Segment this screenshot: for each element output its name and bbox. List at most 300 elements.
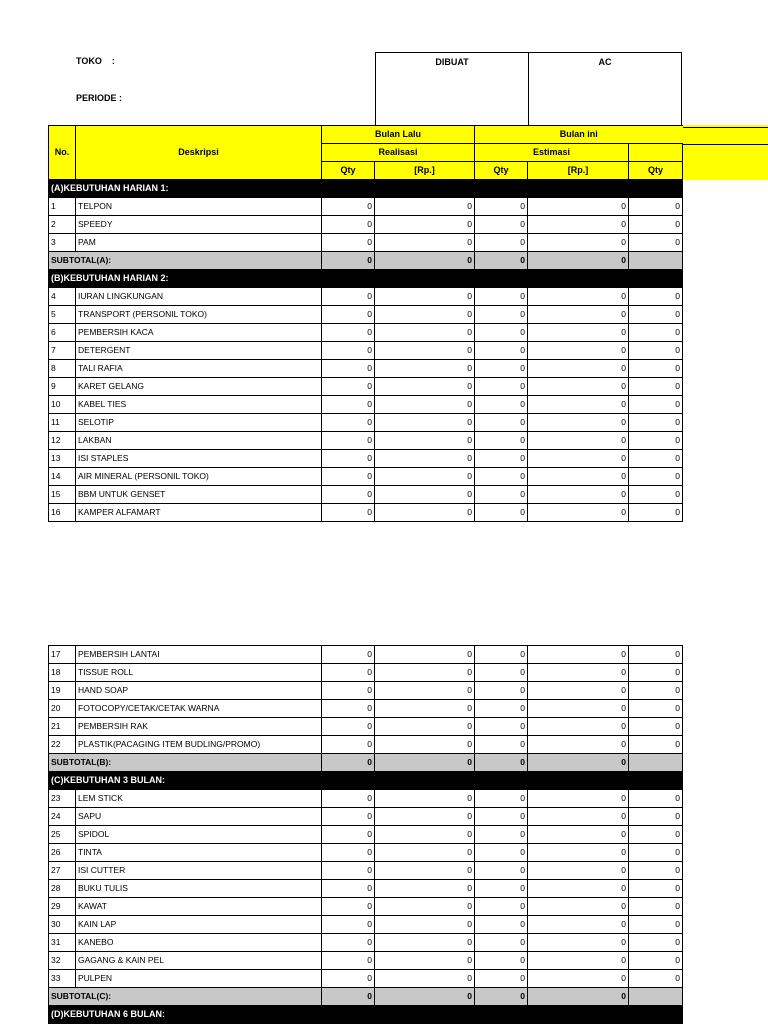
- row-value-cell[interactable]: 0: [322, 880, 375, 898]
- table-row: [49, 736, 683, 754]
- row-value-cell[interactable]: 0: [528, 432, 629, 450]
- row-value-cell[interactable]: 0: [528, 970, 629, 988]
- table-row: [49, 844, 683, 862]
- row-value-cell[interactable]: 0: [475, 646, 528, 664]
- row-value-cell[interactable]: 0: [528, 646, 629, 664]
- row-value-cell[interactable]: 0: [475, 934, 528, 952]
- row-description: IURAN LINGKUNGAN: [76, 288, 322, 306]
- row-value-cell[interactable]: 0: [322, 682, 375, 700]
- table-row: [49, 934, 683, 952]
- periode-label: PERIODE :: [76, 93, 123, 103]
- row-value-cell[interactable]: 0: [322, 916, 375, 934]
- row-value-cell[interactable]: 0: [528, 324, 629, 342]
- row-value-cell[interactable]: 0: [475, 682, 528, 700]
- table-header: [48, 125, 683, 180]
- row-value-cell[interactable]: 0: [375, 360, 475, 378]
- section-header-row: [49, 180, 683, 198]
- row-value-cell[interactable]: 0: [375, 450, 475, 468]
- row-value-cell[interactable]: 0: [322, 898, 375, 916]
- qty-header: Qty: [475, 162, 528, 180]
- row-value-cell[interactable]: 0: [475, 468, 528, 486]
- table-page-1: [48, 179, 683, 522]
- subtotal-value[interactable]: 0: [475, 754, 528, 772]
- subtotal-value[interactable]: 0: [528, 252, 629, 270]
- row-value-cell[interactable]: 0: [322, 736, 375, 754]
- table-row: [49, 808, 683, 826]
- row-value-cell[interactable]: 0: [629, 504, 683, 522]
- table-row: [49, 862, 683, 880]
- row-value-cell[interactable]: 0: [528, 234, 629, 252]
- row-number: 2: [49, 216, 76, 234]
- row-description: KABEL TIES: [76, 396, 322, 414]
- row-value-cell[interactable]: 0: [475, 898, 528, 916]
- row-description: SELOTIP: [76, 414, 322, 432]
- row-value-cell[interactable]: 0: [322, 360, 375, 378]
- table-row: [49, 324, 683, 342]
- table-row: [49, 360, 683, 378]
- row-number: 25: [49, 826, 76, 844]
- row-value-cell[interactable]: 0: [375, 324, 475, 342]
- row-value-cell[interactable]: 0: [528, 826, 629, 844]
- row-value-cell[interactable]: 0: [629, 844, 683, 862]
- row-value-cell[interactable]: 0: [475, 808, 528, 826]
- row-number: 12: [49, 432, 76, 450]
- row-description: PEMBERSIH KACA: [76, 324, 322, 342]
- row-value-cell[interactable]: 0: [475, 736, 528, 754]
- row-number: 17: [49, 646, 76, 664]
- blank-header: [629, 144, 683, 162]
- row-value-cell[interactable]: 0: [528, 360, 629, 378]
- row-value-cell[interactable]: 0: [528, 790, 629, 808]
- toko-label: TOKO :: [76, 56, 115, 66]
- row-value-cell[interactable]: 0: [375, 468, 475, 486]
- row-value-cell[interactable]: 0: [475, 844, 528, 862]
- row-description: SPIDOL: [76, 826, 322, 844]
- row-value-cell[interactable]: 0: [475, 432, 528, 450]
- row-number: 30: [49, 916, 76, 934]
- row-description: BBM UNTUK GENSET: [76, 486, 322, 504]
- row-value-cell[interactable]: 0: [629, 234, 683, 252]
- row-value-cell[interactable]: 0: [322, 378, 375, 396]
- ac-box: [528, 52, 682, 125]
- row-value-cell[interactable]: 0: [629, 682, 683, 700]
- subtotal-value[interactable]: 0: [322, 252, 375, 270]
- subtotal-blank: [629, 988, 683, 1006]
- row-value-cell[interactable]: 0: [322, 790, 375, 808]
- row-value-cell[interactable]: 0: [375, 844, 475, 862]
- row-value-cell[interactable]: 0: [475, 450, 528, 468]
- row-value-cell[interactable]: 0: [629, 934, 683, 952]
- row-value-cell[interactable]: 0: [322, 198, 375, 216]
- rp-header: [Rp.]: [528, 162, 629, 180]
- row-value-cell[interactable]: 0: [528, 700, 629, 718]
- row-value-cell[interactable]: 0: [322, 486, 375, 504]
- row-value-cell[interactable]: 0: [475, 952, 528, 970]
- row-value-cell[interactable]: 0: [475, 360, 528, 378]
- table-row: [49, 378, 683, 396]
- table-page-2: [48, 645, 683, 1024]
- row-value-cell[interactable]: 0: [528, 396, 629, 414]
- row-value-cell[interactable]: 0: [528, 288, 629, 306]
- row-value-cell[interactable]: 0: [629, 396, 683, 414]
- row-value-cell[interactable]: 0: [528, 216, 629, 234]
- table-row: [49, 826, 683, 844]
- bulan-ini-header: Bulan ini: [475, 126, 683, 144]
- section-header-row: [49, 270, 683, 288]
- row-value-cell[interactable]: 0: [475, 198, 528, 216]
- row-value-cell[interactable]: 0: [322, 862, 375, 880]
- row-number: 3: [49, 234, 76, 252]
- section-label: (C)KEBUTUHAN 3 BULAN:: [49, 772, 683, 790]
- row-value-cell[interactable]: 0: [629, 360, 683, 378]
- row-number: 15: [49, 486, 76, 504]
- row-number: 29: [49, 898, 76, 916]
- row-description: TELPON: [76, 198, 322, 216]
- row-value-cell[interactable]: 0: [528, 916, 629, 934]
- row-value-cell[interactable]: 0: [475, 216, 528, 234]
- realisasi-header: Realisasi: [322, 144, 475, 162]
- row-value-cell[interactable]: 0: [322, 450, 375, 468]
- subtotal-label: SUBTOTAL(A):: [49, 252, 322, 270]
- row-number: 7: [49, 342, 76, 360]
- row-value-cell[interactable]: 0: [322, 468, 375, 486]
- row-value-cell[interactable]: 0: [528, 898, 629, 916]
- row-number: 11: [49, 414, 76, 432]
- row-value-cell[interactable]: 0: [475, 916, 528, 934]
- row-value-cell[interactable]: 0: [375, 736, 475, 754]
- subtotal-row: [49, 252, 683, 270]
- row-value-cell[interactable]: 0: [629, 432, 683, 450]
- row-value-cell[interactable]: 0: [322, 844, 375, 862]
- row-value-cell[interactable]: 0: [322, 664, 375, 682]
- row-value-cell[interactable]: 0: [629, 664, 683, 682]
- row-value-cell[interactable]: 0: [322, 342, 375, 360]
- subtotal-label: SUBTOTAL(C):: [49, 988, 322, 1006]
- row-value-cell[interactable]: 0: [629, 306, 683, 324]
- row-value-cell[interactable]: 0: [322, 718, 375, 736]
- row-value-cell[interactable]: 0: [629, 414, 683, 432]
- row-description: FOTOCOPY/CETAK/CETAK WARNA: [76, 700, 322, 718]
- row-description: PEMBERSIH RAK: [76, 718, 322, 736]
- row-value-cell[interactable]: 0: [375, 198, 475, 216]
- row-value-cell[interactable]: 0: [629, 862, 683, 880]
- row-value-cell[interactable]: 0: [475, 288, 528, 306]
- table-row: [49, 450, 683, 468]
- row-value-cell[interactable]: 0: [629, 450, 683, 468]
- row-value-cell[interactable]: 0: [629, 468, 683, 486]
- row-number: 33: [49, 970, 76, 988]
- table-row: [49, 396, 683, 414]
- row-description: BUKU TULIS: [76, 880, 322, 898]
- table-row: [49, 504, 683, 522]
- row-value-cell[interactable]: 0: [475, 862, 528, 880]
- subtotal-value[interactable]: 0: [475, 988, 528, 1006]
- table-row: [49, 216, 683, 234]
- row-value-cell[interactable]: 0: [475, 826, 528, 844]
- row-value-cell[interactable]: 0: [375, 664, 475, 682]
- row-value-cell[interactable]: 0: [528, 934, 629, 952]
- row-value-cell[interactable]: 0: [375, 504, 475, 522]
- row-value-cell[interactable]: 0: [629, 736, 683, 754]
- subtotal-value[interactable]: 0: [375, 988, 475, 1006]
- row-number: 31: [49, 934, 76, 952]
- row-value-cell[interactable]: 0: [322, 970, 375, 988]
- row-description: LAKBAN: [76, 432, 322, 450]
- row-number: 20: [49, 700, 76, 718]
- section-header-row: [49, 1006, 683, 1024]
- row-value-cell[interactable]: 0: [475, 504, 528, 522]
- row-number: 27: [49, 862, 76, 880]
- table-row: [49, 468, 683, 486]
- row-value-cell[interactable]: 0: [629, 898, 683, 916]
- row-value-cell[interactable]: 0: [475, 718, 528, 736]
- col-deskripsi-header: Deskripsi: [76, 126, 322, 180]
- row-number: 9: [49, 378, 76, 396]
- row-value-cell[interactable]: 0: [629, 342, 683, 360]
- row-number: 1: [49, 198, 76, 216]
- row-number: 24: [49, 808, 76, 826]
- row-value-cell[interactable]: 0: [322, 934, 375, 952]
- section-label: (A)KEBUTUHAN HARIAN 1:: [49, 180, 683, 198]
- row-value-cell[interactable]: 0: [629, 324, 683, 342]
- subtotal-value[interactable]: 0: [528, 988, 629, 1006]
- row-value-cell[interactable]: 0: [322, 432, 375, 450]
- table-row: [49, 898, 683, 916]
- row-value-cell[interactable]: 0: [475, 664, 528, 682]
- row-value-cell[interactable]: 0: [528, 450, 629, 468]
- row-value-cell[interactable]: 0: [528, 952, 629, 970]
- table-row: [49, 486, 683, 504]
- table-row: [49, 414, 683, 432]
- row-description: PEMBERSIH LANTAI: [76, 646, 322, 664]
- row-value-cell[interactable]: 0: [322, 306, 375, 324]
- row-description: PULPEN: [76, 970, 322, 988]
- table-row: [49, 790, 683, 808]
- row-value-cell[interactable]: 0: [528, 468, 629, 486]
- row-value-cell[interactable]: 0: [528, 198, 629, 216]
- subtotal-value[interactable]: 0: [322, 754, 375, 772]
- row-value-cell[interactable]: 0: [375, 432, 475, 450]
- subtotal-value[interactable]: 0: [375, 252, 475, 270]
- row-description: TRANSPORT (PERSONIL TOKO): [76, 306, 322, 324]
- row-value-cell[interactable]: 0: [475, 700, 528, 718]
- row-value-cell[interactable]: 0: [475, 396, 528, 414]
- row-value-cell[interactable]: 0: [629, 378, 683, 396]
- row-value-cell[interactable]: 0: [629, 486, 683, 504]
- subtotal-value[interactable]: 0: [322, 988, 375, 1006]
- row-value-cell[interactable]: 0: [475, 324, 528, 342]
- row-value-cell[interactable]: 0: [375, 808, 475, 826]
- row-value-cell[interactable]: 0: [322, 216, 375, 234]
- row-value-cell[interactable]: 0: [475, 378, 528, 396]
- row-value-cell[interactable]: 0: [322, 700, 375, 718]
- section-header-row: [49, 772, 683, 790]
- row-value-cell[interactable]: 0: [629, 700, 683, 718]
- row-description: KAWAT: [76, 898, 322, 916]
- row-description: TINTA: [76, 844, 322, 862]
- row-value-cell[interactable]: 0: [322, 396, 375, 414]
- row-value-cell[interactable]: 0: [629, 718, 683, 736]
- row-value-cell[interactable]: 0: [375, 288, 475, 306]
- row-value-cell[interactable]: 0: [322, 414, 375, 432]
- row-value-cell[interactable]: 0: [475, 234, 528, 252]
- row-description: KAIN LAP: [76, 916, 322, 934]
- row-number: 10: [49, 396, 76, 414]
- table-row: [49, 718, 683, 736]
- col-no-header: No.: [49, 126, 76, 180]
- row-description: TISSUE ROLL: [76, 664, 322, 682]
- ac-label: AC: [598, 57, 612, 67]
- row-value-cell[interactable]: 0: [528, 844, 629, 862]
- table-row: [49, 970, 683, 988]
- row-value-cell[interactable]: 0: [375, 646, 475, 664]
- row-value-cell[interactable]: 0: [375, 396, 475, 414]
- subtotal-value[interactable]: 0: [375, 754, 475, 772]
- table-row: [49, 880, 683, 898]
- row-value-cell[interactable]: 0: [629, 952, 683, 970]
- row-value-cell[interactable]: 0: [528, 486, 629, 504]
- row-value-cell[interactable]: 0: [375, 790, 475, 808]
- row-value-cell[interactable]: 0: [629, 198, 683, 216]
- subtotal-row: [49, 754, 683, 772]
- row-value-cell[interactable]: 0: [322, 234, 375, 252]
- row-value-cell[interactable]: 0: [629, 880, 683, 898]
- table-row: [49, 342, 683, 360]
- row-description: ISI STAPLES: [76, 450, 322, 468]
- row-value-cell[interactable]: 0: [528, 504, 629, 522]
- rp-header: [Rp.]: [375, 162, 475, 180]
- row-value-cell[interactable]: 0: [375, 414, 475, 432]
- row-description: ISI CUTTER: [76, 862, 322, 880]
- row-number: 18: [49, 664, 76, 682]
- row-value-cell[interactable]: 0: [528, 880, 629, 898]
- row-value-cell[interactable]: 0: [375, 934, 475, 952]
- dibuat-label: DIBUAT: [435, 57, 469, 67]
- row-value-cell[interactable]: 0: [375, 916, 475, 934]
- row-value-cell[interactable]: 0: [475, 414, 528, 432]
- qty-header: Qty: [322, 162, 375, 180]
- subtotal-blank: [629, 252, 683, 270]
- row-value-cell[interactable]: 0: [375, 378, 475, 396]
- row-value-cell[interactable]: 0: [375, 862, 475, 880]
- row-value-cell[interactable]: 0: [528, 342, 629, 360]
- bulan-lalu-header: Bulan Lalu: [322, 126, 475, 144]
- row-value-cell[interactable]: 0: [475, 306, 528, 324]
- row-description: PAM: [76, 234, 322, 252]
- row-number: 26: [49, 844, 76, 862]
- row-value-cell[interactable]: 0: [629, 826, 683, 844]
- dibuat-box: [375, 52, 529, 125]
- row-value-cell[interactable]: 0: [375, 970, 475, 988]
- row-number: 19: [49, 682, 76, 700]
- row-value-cell[interactable]: 0: [375, 826, 475, 844]
- row-value-cell[interactable]: 0: [322, 324, 375, 342]
- row-description: PLASTIK(PACAGING ITEM BUDLING/PROMO): [76, 736, 322, 754]
- row-description: LEM STICK: [76, 790, 322, 808]
- row-description: DETERGENT: [76, 342, 322, 360]
- row-value-cell[interactable]: 0: [475, 880, 528, 898]
- row-number: 8: [49, 360, 76, 378]
- row-value-cell[interactable]: 0: [375, 234, 475, 252]
- section-label: (D)KEBUTUHAN 6 BULAN:: [49, 1006, 683, 1024]
- subtotal-value[interactable]: 0: [475, 252, 528, 270]
- row-value-cell[interactable]: 0: [375, 682, 475, 700]
- row-value-cell[interactable]: 0: [375, 880, 475, 898]
- qty-header: Qty: [629, 162, 683, 180]
- row-value-cell[interactable]: 0: [375, 342, 475, 360]
- row-value-cell[interactable]: 0: [528, 682, 629, 700]
- row-value-cell[interactable]: 0: [629, 288, 683, 306]
- row-value-cell[interactable]: 0: [629, 808, 683, 826]
- subtotal-label: SUBTOTAL(B):: [49, 754, 322, 772]
- row-number: 28: [49, 880, 76, 898]
- table-row: [49, 646, 683, 664]
- row-value-cell[interactable]: 0: [528, 664, 629, 682]
- row-value-cell[interactable]: 0: [528, 378, 629, 396]
- row-description: GAGANG & KAIN PEL: [76, 952, 322, 970]
- row-value-cell[interactable]: 0: [375, 700, 475, 718]
- table-row: [49, 432, 683, 450]
- bulan-ini-tail: [682, 127, 768, 145]
- row-value-cell[interactable]: 0: [528, 414, 629, 432]
- row-value-cell[interactable]: 0: [375, 486, 475, 504]
- row-number: 16: [49, 504, 76, 522]
- row-description: SPEEDY: [76, 216, 322, 234]
- row-value-cell[interactable]: 0: [322, 952, 375, 970]
- row-value-cell[interactable]: 0: [629, 216, 683, 234]
- row-description: AIR MINERAL (PERSONIL TOKO): [76, 468, 322, 486]
- row-value-cell[interactable]: 0: [629, 790, 683, 808]
- section-label: (B)KEBUTUHAN HARIAN 2:: [49, 270, 683, 288]
- row-value-cell[interactable]: 0: [322, 808, 375, 826]
- row-value-cell[interactable]: 0: [475, 486, 528, 504]
- row-value-cell[interactable]: 0: [375, 216, 475, 234]
- row-value-cell[interactable]: 0: [322, 288, 375, 306]
- row-description: TALI RAFIA: [76, 360, 322, 378]
- row-value-cell[interactable]: 0: [475, 970, 528, 988]
- row-value-cell[interactable]: 0: [528, 718, 629, 736]
- row-value-cell[interactable]: 0: [629, 916, 683, 934]
- row-description: KARET GELANG: [76, 378, 322, 396]
- row-value-cell[interactable]: 0: [375, 718, 475, 736]
- row-value-cell[interactable]: 0: [322, 646, 375, 664]
- row-value-cell[interactable]: 0: [528, 736, 629, 754]
- row-value-cell[interactable]: 0: [375, 952, 475, 970]
- row-number: 13: [49, 450, 76, 468]
- table-row: [49, 306, 683, 324]
- row-value-cell[interactable]: 0: [375, 306, 475, 324]
- row-value-cell[interactable]: 0: [322, 826, 375, 844]
- row-value-cell[interactable]: 0: [322, 504, 375, 522]
- row-value-cell[interactable]: 0: [629, 646, 683, 664]
- subtotal-row: [49, 988, 683, 1006]
- table-row: [49, 916, 683, 934]
- table-row: [49, 952, 683, 970]
- table-row: [49, 700, 683, 718]
- row-number: 6: [49, 324, 76, 342]
- row-value-cell[interactable]: 0: [528, 862, 629, 880]
- row-number: 22: [49, 736, 76, 754]
- row-value-cell[interactable]: 0: [475, 790, 528, 808]
- row-value-cell[interactable]: 0: [475, 342, 528, 360]
- row-value-cell[interactable]: 0: [375, 898, 475, 916]
- row-value-cell[interactable]: 0: [629, 970, 683, 988]
- table-row: [49, 288, 683, 306]
- row-value-cell[interactable]: 0: [528, 808, 629, 826]
- subtotal-value[interactable]: 0: [528, 754, 629, 772]
- row-number: 32: [49, 952, 76, 970]
- row-value-cell[interactable]: 0: [528, 306, 629, 324]
